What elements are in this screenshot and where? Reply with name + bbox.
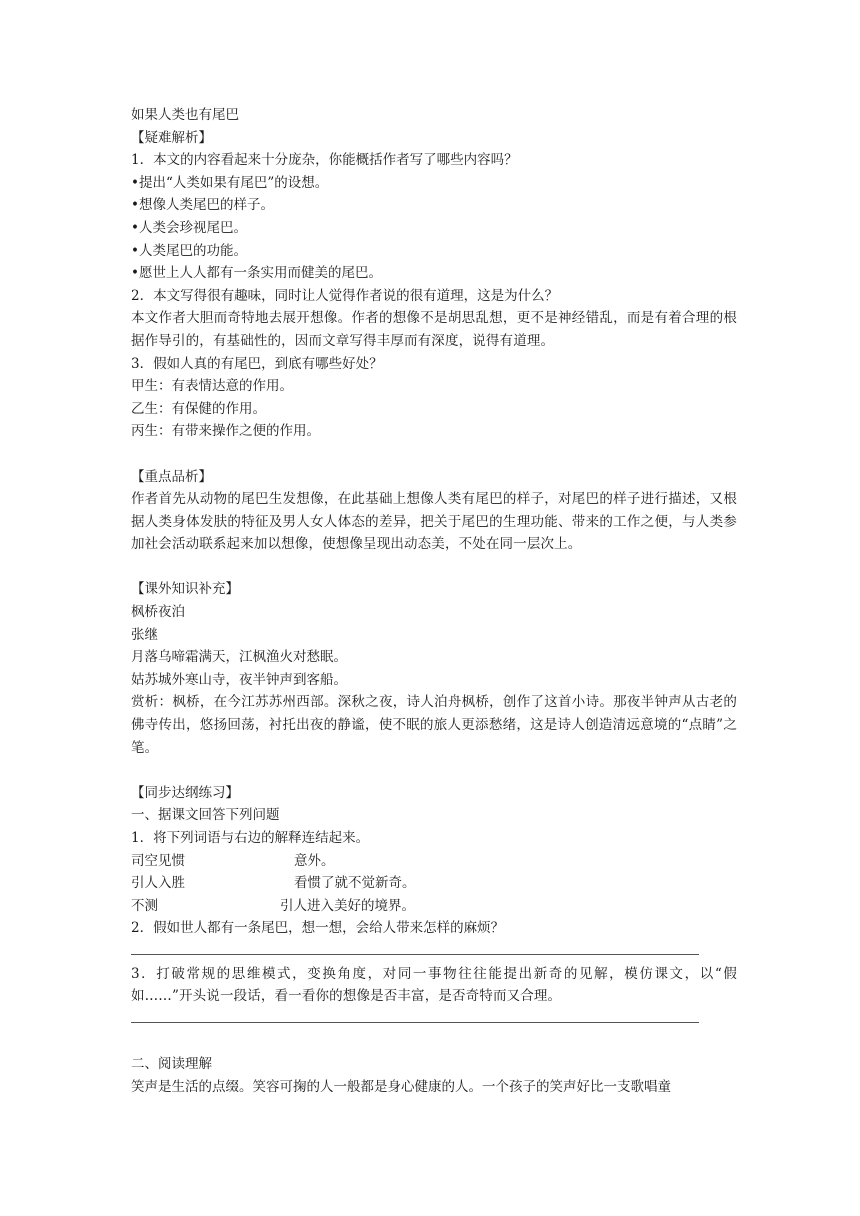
answer-line bbox=[131, 1008, 737, 1031]
matching-term: 司空见惯 bbox=[131, 852, 185, 869]
bullet-item: •人类尾巴的功能。 bbox=[131, 242, 247, 259]
matching-row bbox=[131, 850, 737, 873]
question-2: 2．本文写得很有趣味，同时让人觉得作者说的很有道理，这是为什么？ bbox=[131, 287, 559, 304]
matching-row bbox=[131, 895, 737, 918]
bullet-item: •想像人类尾巴的样子。 bbox=[131, 197, 274, 214]
question-1: 1．本文的内容看起来十分庞杂，你能概括作者写了哪些内容吗？ bbox=[131, 152, 518, 169]
exercise-part-2: 二、阅读理解 bbox=[131, 1055, 212, 1072]
poem-line: 姑苏城外寒山寺，夜半钟声到客船。 bbox=[131, 671, 347, 688]
exercise-question-2: 2．假如世人都有一条尾巴，想一想，会给人带来怎样的麻烦？ bbox=[131, 920, 505, 937]
matching-term: 不测 bbox=[131, 897, 158, 914]
exercise-question-3: 3．打破常规的思维模式，变换角度，对同一事物往往能提出新奇的见解，模仿课文，以“假如……”开头说一段话，看一看你的想像是否丰富，是否奇特而又合理。 bbox=[131, 965, 737, 1005]
bullet-item: •提出“人类如果有尾巴”的设想。 bbox=[131, 174, 329, 191]
section-heading-key-analysis: 【重点品析】 bbox=[131, 468, 212, 485]
document-title: 如果人类也有尾巴 bbox=[131, 107, 239, 123]
question-3: 3．假如人真的有尾巴，到底有哪些好处？ bbox=[131, 355, 383, 372]
bullet-item: •人类会珍视尾巴。 bbox=[131, 219, 247, 236]
section-heading-extra-knowledge: 【课外知识补充】 bbox=[131, 581, 239, 598]
matching-term: 引人入胜 bbox=[131, 875, 185, 892]
matching-row bbox=[131, 872, 737, 895]
spacer bbox=[131, 759, 737, 782]
answer-line bbox=[131, 940, 737, 963]
matching-meaning: 意外。 bbox=[294, 852, 335, 869]
document-page bbox=[131, 104, 737, 1098]
poem-author: 张继 bbox=[131, 626, 158, 643]
exercise-part-1: 一、据课文回答下列问题 bbox=[131, 807, 280, 824]
spacer bbox=[131, 556, 737, 579]
bullet-item: •愿世上人人都有一条实用而健美的尾巴。 bbox=[131, 265, 382, 282]
exercise-question-1: 1．将下列词语与右边的解释连结起来。 bbox=[131, 830, 370, 846]
reading-passage: 笑声是生活的点缀。笑容可掬的人一般都是身心健康的人。一个孩子的笑声好比一支歌唱童 bbox=[131, 1078, 671, 1095]
key-analysis-text: 作者首先从动物的尾巴生发想像，在此基础上想像人类有尾巴的样子，对尾巴的样子进行描述，又根据人类身体发肤的特征及男人女人体态的差异，把关于尾巴的生理功能、带来的工作之便，与人类参加社会活动联系起来加以想像，使想像呈现出动态美，不处在同一层次上。 bbox=[131, 491, 737, 553]
poem-appreciation: 赏析：枫桥，在今江苏苏州西部。深秋之夜，诗人泊舟枫桥，创作了这首小诗。那夜半钟声从古老的佛寺传出，悠扬回荡，衬托出夜的静谧，使不眠的旅人更添愁绪，这是诗人创造清远意境的“点睛”之笔。 bbox=[131, 694, 737, 756]
matching-meaning: 引人进入美好的境界。 bbox=[280, 897, 415, 914]
spacer bbox=[131, 443, 737, 466]
answer-2: 本文作者大胆而奇特地去展开想像。作者的想像不是胡思乱想，更不是神经错乱，而是有着合理的根据作导引的，有基础性的，因而文章写得丰厚而有深度，说得有道理。 bbox=[131, 310, 737, 349]
matching-meaning: 看惯了就不觉新奇。 bbox=[294, 875, 416, 892]
section-heading-exercises: 【同步达纲练习】 bbox=[131, 784, 239, 801]
poem-title: 枫桥夜泊 bbox=[131, 604, 185, 621]
student-answer: 乙生：有保健的作用。 bbox=[131, 400, 266, 417]
poem-line: 月落乌啼霜满天，江枫渔火对愁眠。 bbox=[131, 649, 347, 666]
student-answer: 丙生：有带来操作之便的作用。 bbox=[131, 423, 320, 440]
student-answer: 甲生：有表情达意的作用。 bbox=[131, 378, 293, 395]
section-heading-difficulty-analysis: 【疑难解析】 bbox=[131, 129, 212, 146]
spacer bbox=[131, 1030, 737, 1053]
